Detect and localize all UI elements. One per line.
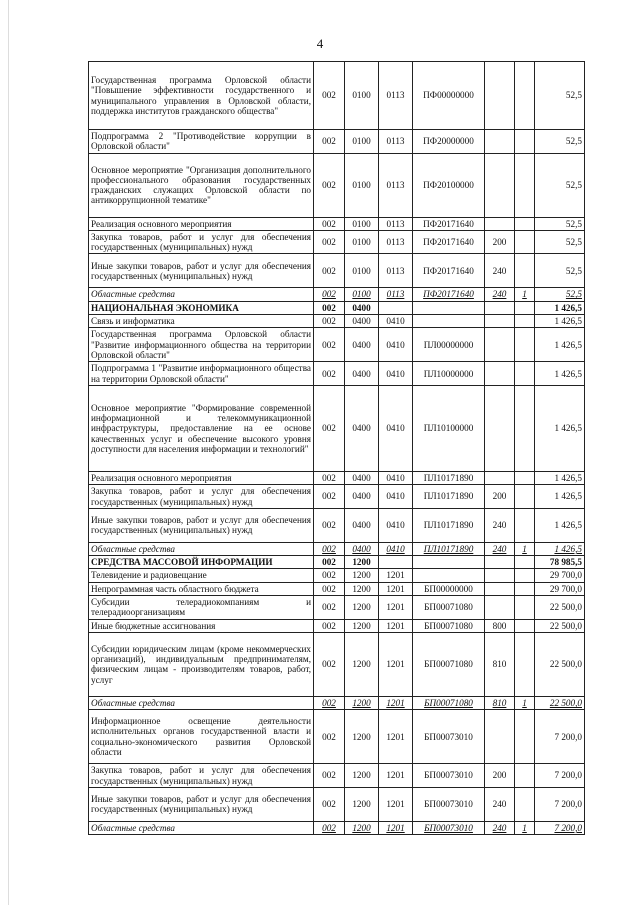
table-row [89,696,585,709]
row-name: Основное мероприятие "Организация дополнительного профессионального образования государственных гражданских служащих Орловской области по антикоррупционной тематике" [89,153,314,217]
grbs-code: 002 [314,787,345,821]
target-article-code: ПФ20171640 [413,217,485,230]
table-row [89,328,585,362]
section-code: 1200 [345,696,379,709]
expense-type-code: 200 [485,485,515,509]
target-article-code: ПФ20171640 [413,288,485,301]
row-name: Закупка товаров, работ и услуг для обеспечения государственных (муниципальных) нужд [89,230,314,254]
row-name: Информационное освещение деятельности исполнительных органов государственной власти и социально-экономического развития Орловской области [89,710,314,764]
subsection-code: 0113 [379,130,413,154]
amount: 1 426,5 [535,328,585,362]
section-code: 0100 [345,153,379,217]
amount: 7 200,0 [535,787,585,821]
grbs-code: 002 [314,385,345,471]
table-row [89,315,585,328]
source-code [515,328,535,362]
section-code: 1200 [345,619,379,632]
source-code [515,710,535,764]
expense-type-code [485,315,515,328]
section-code: 0400 [345,508,379,542]
section-code: 1200 [345,632,379,696]
amount: 52,5 [535,62,585,130]
table-row [89,632,585,696]
expense-type-code [485,569,515,582]
target-article-code: ПЛ00000000 [413,328,485,362]
row-name: Иные закупки товаров, работ и услуг для обеспечения государственных (муниципальных) нужд [89,254,314,288]
row-name: Закупка товаров, работ и услуг для обеспечения государственных (муниципальных) нужд [89,764,314,788]
section-code: 0400 [345,315,379,328]
target-article-code: БП00073010 [413,821,485,834]
source-code [515,62,535,130]
amount: 22 500,0 [535,619,585,632]
source-code [515,485,535,509]
grbs-code: 002 [314,556,345,569]
source-code [515,254,535,288]
expense-type-code [485,328,515,362]
table-row [89,288,585,301]
table-row [89,542,585,555]
grbs-code: 002 [314,696,345,709]
section-code: 1200 [345,787,379,821]
amount: 1 426,5 [535,485,585,509]
table-row [89,619,585,632]
grbs-code: 002 [314,315,345,328]
expense-type-code: 810 [485,696,515,709]
table-row [89,362,585,386]
subsection-code: 0113 [379,62,413,130]
table-row [89,710,585,764]
source-code: 1 [515,542,535,555]
row-name: Реализация основного мероприятия [89,471,314,484]
source-code [515,130,535,154]
table-row [89,471,585,484]
row-name: Связь и информатика [89,315,314,328]
subsection-code: 0410 [379,485,413,509]
table-row [89,130,585,154]
grbs-code: 002 [314,62,345,130]
section-code: 0400 [345,385,379,471]
row-name: Закупка товаров, работ и услуг для обеспечения государственных (муниципальных) нужд [89,485,314,509]
target-article-code: БП00073010 [413,710,485,764]
target-article-code [413,315,485,328]
page-number: 4 [316,36,324,51]
expense-type-code: 800 [485,619,515,632]
source-code: 1 [515,288,535,301]
source-code [515,787,535,821]
row-name: Основное мероприятие "Формирование современной информационной и телекоммуникационной инфраструктуры, предоставление на ее основе качественных услуг и обеспечение высокого уровня доступности для населения информации и технологий" [89,385,314,471]
target-article-code: ПЛ10000000 [413,362,485,386]
grbs-code: 002 [314,217,345,230]
row-name: Реализация основного мероприятия [89,217,314,230]
source-code [515,508,535,542]
grbs-code: 002 [314,471,345,484]
table-row [89,153,585,217]
table-row [89,254,585,288]
row-name: Областные средства [89,288,314,301]
section-code: 0100 [345,230,379,254]
subsection-code [379,301,413,314]
amount: 52,5 [535,230,585,254]
source-code [515,619,535,632]
target-article-code: ПФ20100000 [413,153,485,217]
grbs-code: 002 [314,764,345,788]
expense-type-code: 240 [485,542,515,555]
row-name: Подпрограмма 2 "Противодействие коррупции в Орловской области" [89,130,314,154]
expense-type-code [485,153,515,217]
grbs-code: 002 [314,619,345,632]
amount: 52,5 [535,153,585,217]
target-article-code [413,301,485,314]
amount: 1 426,5 [535,362,585,386]
amount: 29 700,0 [535,582,585,595]
source-code [515,582,535,595]
subsection-code: 0113 [379,153,413,217]
subsection-code: 1201 [379,710,413,764]
grbs-code: 002 [314,288,345,301]
subsection-code: 0410 [379,542,413,555]
row-name: Областные средства [89,821,314,834]
target-article-code: ПЛ10171890 [413,471,485,484]
source-code [515,217,535,230]
amount: 22 500,0 [535,596,585,620]
expense-type-code: 240 [485,288,515,301]
amount: 52,5 [535,130,585,154]
subsection-code: 0410 [379,471,413,484]
table-row [89,230,585,254]
subsection-code: 0410 [379,328,413,362]
grbs-code: 002 [314,254,345,288]
subsection-code: 1201 [379,632,413,696]
table-row [89,62,585,130]
source-code [515,301,535,314]
table-row [89,556,585,569]
target-article-code: ПЛ10100000 [413,385,485,471]
table-row [89,301,585,314]
target-article-code: БП00071080 [413,696,485,709]
grbs-code: 002 [314,362,345,386]
grbs-code: 002 [314,542,345,555]
section-code: 1200 [345,821,379,834]
subsection-code [379,556,413,569]
subsection-code: 1201 [379,696,413,709]
target-article-code: БП00073010 [413,787,485,821]
section-code: 0400 [345,485,379,509]
row-name: СРЕДСТВА МАССОВОЙ ИНФОРМАЦИИ [89,556,314,569]
grbs-code: 002 [314,508,345,542]
grbs-code: 002 [314,821,345,834]
scan-edge [8,0,9,905]
source-code: 1 [515,696,535,709]
grbs-code: 002 [314,230,345,254]
amount: 22 500,0 [535,632,585,696]
subsection-code: 0410 [379,362,413,386]
source-code [515,230,535,254]
source-code [515,632,535,696]
source-code [515,471,535,484]
section-code: 0100 [345,62,379,130]
expense-type-code [485,385,515,471]
grbs-code: 002 [314,130,345,154]
amount: 1 426,5 [535,508,585,542]
section-code: 0400 [345,328,379,362]
section-code: 0400 [345,301,379,314]
expense-type-code: 810 [485,632,515,696]
expense-type-code [485,582,515,595]
row-name: Областные средства [89,696,314,709]
target-article-code: БП00071080 [413,596,485,620]
row-name: Иные закупки товаров, работ и услуг для обеспечения государственных (муниципальных) нужд [89,787,314,821]
amount: 52,5 [535,254,585,288]
expense-type-code [485,362,515,386]
section-code: 0100 [345,288,379,301]
target-article-code [413,569,485,582]
amount: 1 426,5 [535,301,585,314]
grbs-code: 002 [314,596,345,620]
section-code: 1200 [345,556,379,569]
table-row [89,821,585,834]
subsection-code: 1201 [379,787,413,821]
section-code: 0400 [345,542,379,555]
target-article-code: ПЛ10171890 [413,542,485,555]
subsection-code: 1201 [379,619,413,632]
expense-type-code [485,471,515,484]
row-name: Государственная программа Орловской области "Развитие информационного общества на территории Орловской области" [89,328,314,362]
section-code: 1200 [345,764,379,788]
table-row [89,569,585,582]
source-code [515,385,535,471]
row-name: Субсидии телерадиокомпаниям и телерадиоорганизациям [89,596,314,620]
target-article-code: БП00000000 [413,582,485,595]
subsection-code: 1201 [379,821,413,834]
target-article-code: ПЛ10171890 [413,508,485,542]
expense-type-code: 240 [485,787,515,821]
source-code [515,596,535,620]
source-code [515,315,535,328]
section-code: 0100 [345,130,379,154]
row-name: Областные средства [89,542,314,555]
table-row [89,787,585,821]
grbs-code: 002 [314,153,345,217]
row-name: Непрограммная часть областного бюджета [89,582,314,595]
subsection-code: 0113 [379,217,413,230]
subsection-code: 0410 [379,315,413,328]
expense-type-code [485,62,515,130]
grbs-code: 002 [314,582,345,595]
target-article-code: ПФ20171640 [413,230,485,254]
section-code: 1200 [345,596,379,620]
source-code [515,153,535,217]
grbs-code: 002 [314,328,345,362]
table-row [89,485,585,509]
expense-type-code [485,130,515,154]
source-code [515,569,535,582]
expense-type-code: 240 [485,254,515,288]
row-name: Иные закупки товаров, работ и услуг для обеспечения государственных (муниципальных) нужд [89,508,314,542]
subsection-code: 0113 [379,254,413,288]
amount: 22 500,0 [535,696,585,709]
target-article-code: ПФ00000000 [413,62,485,130]
source-code: 1 [515,821,535,834]
expense-type-code: 200 [485,230,515,254]
expense-type-code [485,556,515,569]
amount: 29 700,0 [535,569,585,582]
expense-type-code [485,217,515,230]
row-name: Иные бюджетные ассигнования [89,619,314,632]
amount: 1 426,5 [535,315,585,328]
table-row [89,508,585,542]
section-code: 0100 [345,217,379,230]
row-name: Субсидии юридическим лицам (кроме некоммерческих организаций), индивидуальным предпринимателям, физическим лицам - производителям товаров, работ, услуг [89,632,314,696]
table-row [89,582,585,595]
row-name: Государственная программа Орловской области "Повышение эффективности государственного и муниципального управления в Орловской области, поддержка институтов гражданского общества" [89,62,314,130]
target-article-code: БП00071080 [413,619,485,632]
table-row [89,217,585,230]
target-article-code: ПФ20171640 [413,254,485,288]
amount: 78 985,5 [535,556,585,569]
grbs-code: 002 [314,301,345,314]
section-code: 0400 [345,471,379,484]
target-article-code: БП00071080 [413,632,485,696]
amount: 52,5 [535,288,585,301]
expense-type-code: 240 [485,821,515,834]
section-code: 1200 [345,710,379,764]
row-name: Телевидение и радиовещание [89,569,314,582]
subsection-code: 1201 [379,582,413,595]
source-code [515,764,535,788]
expense-type-code [485,710,515,764]
amount: 52,5 [535,217,585,230]
amount: 1 426,5 [535,542,585,555]
amount: 7 200,0 [535,710,585,764]
budget-table-body [89,62,585,835]
section-code: 1200 [345,582,379,595]
subsection-code: 1201 [379,764,413,788]
expense-type-code: 200 [485,764,515,788]
grbs-code: 002 [314,710,345,764]
section-code: 0400 [345,362,379,386]
source-code [515,556,535,569]
amount: 1 426,5 [535,385,585,471]
subsection-code: 1201 [379,569,413,582]
row-name: Подпрограмма 1 "Развитие информационного общества на территории Орловской области" [89,362,314,386]
expense-type-code: 240 [485,508,515,542]
expense-type-code [485,596,515,620]
grbs-code: 002 [314,485,345,509]
table-row [89,596,585,620]
target-article-code: БП00073010 [413,764,485,788]
row-name: НАЦИОНАЛЬНАЯ ЭКОНОМИКА [89,301,314,314]
source-code [515,362,535,386]
amount: 7 200,0 [535,821,585,834]
target-article-code [413,556,485,569]
table-row [89,385,585,471]
grbs-code: 002 [314,569,345,582]
amount: 7 200,0 [535,764,585,788]
subsection-code: 0410 [379,385,413,471]
amount: 1 426,5 [535,471,585,484]
subsection-code: 0113 [379,230,413,254]
table-row [89,764,585,788]
subsection-code: 1201 [379,596,413,620]
grbs-code: 002 [314,632,345,696]
subsection-code: 0113 [379,288,413,301]
section-code: 1200 [345,569,379,582]
subsection-code: 0410 [379,508,413,542]
budget-table [88,61,585,835]
expense-type-code [485,301,515,314]
target-article-code: ПФ20000000 [413,130,485,154]
section-code: 0100 [345,254,379,288]
target-article-code: ПЛ10171890 [413,485,485,509]
